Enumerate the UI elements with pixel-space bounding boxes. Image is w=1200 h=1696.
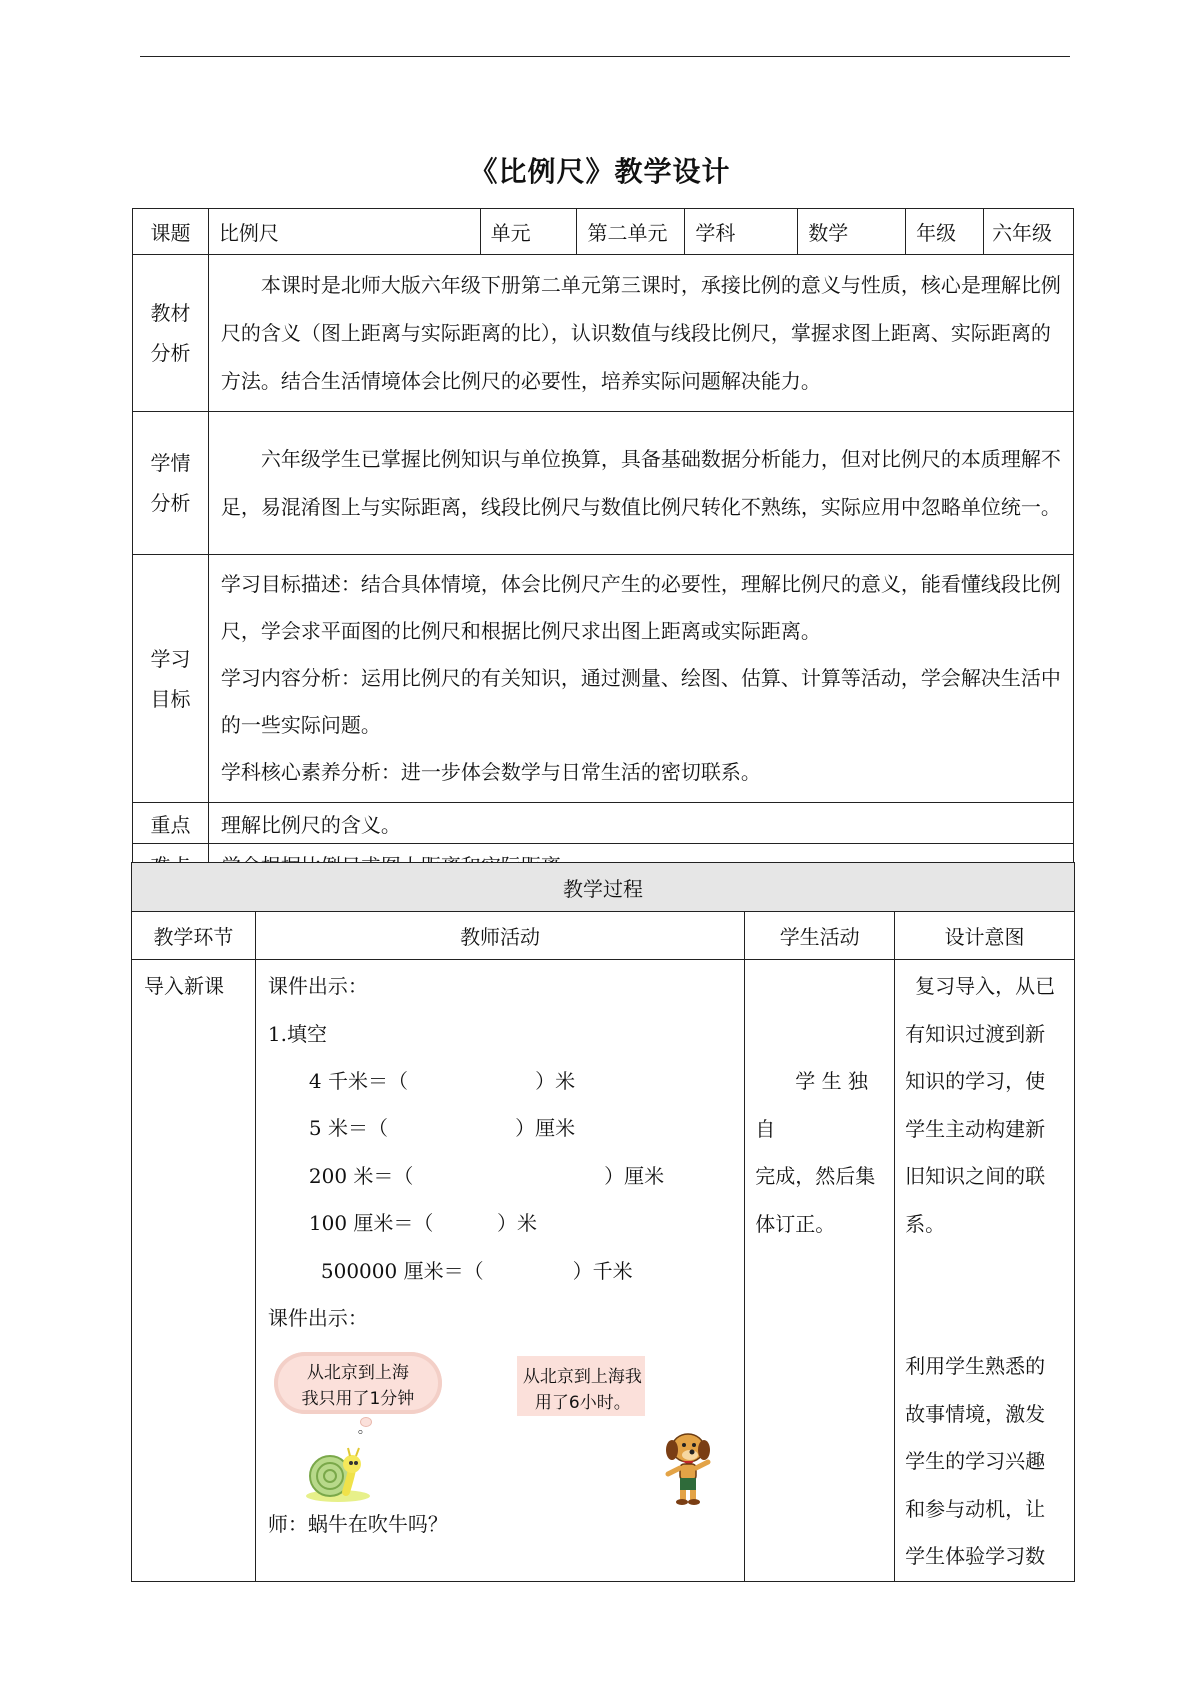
stage-intro: 导入新课 [144, 974, 224, 998]
intent-b-line5: 学生体验学习数 [905, 1544, 1046, 1568]
student-activity-line2: 完成，然后集 [755, 1164, 876, 1188]
learner-label-line1: 学情 [150, 451, 191, 475]
fill-blank-title: 1.填空 [267, 1022, 327, 1046]
col-header-stage: 教学环节 [132, 912, 256, 960]
col-header-student: 学生活动 [745, 912, 895, 960]
material-analysis-text: 本课时是北师大版六年级下册第二单元第三课时，承接比例的意义与性质，核心是理解比例尺的含义（图上距离与实际距离的比），认识数值与线段比例尺，掌握求图上距离、实际距离的方法。结合生活情境体会比例尺的必要性，培养实际问题解决能力。 [208, 255, 1073, 412]
fill-question-5: 500000 厘米＝（ ）千米 [320, 1259, 633, 1283]
stage-cell [132, 960, 256, 1582]
teacher-activity-cell [255, 960, 744, 1582]
goals-label-line2: 目标 [150, 686, 191, 711]
intent-b-line2: 故事情境，激发 [905, 1401, 1046, 1426]
dog-illustration [660, 1428, 716, 1506]
student-activity-line1: 学 生 独 自 [755, 1069, 868, 1141]
intent-a-line5: 旧知识之间的联 [905, 1164, 1046, 1188]
goals-core-literacy: 学科核心素养分析：进一步体会数学与日常生活的密切联系。 [220, 760, 761, 784]
snail-speech-line2: 我只用了1分钟 [301, 1389, 415, 1409]
material-label-line2: 分析 [150, 341, 191, 365]
learner-analysis-text: 六年级学生已掌握比例知识与单位换算，具备基础数据分析能力，但对比例尺的本质理解不足，易混淆图上与实际距离，线段比例尺与数值比例尺转化不熟练，实际应用中忽略单位统一。 [208, 412, 1073, 555]
fill-question-3: 200 米＝（ ）厘米 [308, 1164, 665, 1188]
unit-value: 第二单元 [577, 209, 685, 255]
fill-question-4: 100 厘米＝（ ）米 [308, 1211, 537, 1235]
grade-label: 年级 [906, 209, 984, 255]
snail-illustration [296, 1446, 376, 1506]
goals-label-line1: 学习 [150, 646, 191, 671]
col-header-teacher: 教师活动 [255, 912, 744, 960]
student-activity-cell [745, 960, 895, 1582]
design-intent-cell [895, 960, 1075, 1582]
intent-a-line2: 有知识过渡到新 [905, 1021, 1046, 1046]
grade-value: 六年级 [984, 209, 1074, 255]
lesson-info-table [132, 208, 1074, 885]
dog-speech-line2: 用了6小时。 [534, 1393, 631, 1413]
material-label [133, 255, 209, 412]
process-header: 教学过程 [132, 863, 1075, 912]
page-title: 《比例尺》教学设计 [469, 155, 731, 188]
intent-a-line6: 系。 [905, 1211, 946, 1236]
student-activity-line3: 体订正。 [755, 1211, 836, 1236]
teacher-question: 师：蜗牛在吹牛吗？ [267, 1512, 448, 1536]
key-point-label: 重点 [133, 803, 209, 844]
goals-label [133, 555, 209, 803]
topic-value: 比例尺 [208, 209, 480, 255]
material-label-line1: 教材 [150, 301, 191, 325]
key-point-text: 理解比例尺的含义。 [208, 803, 1073, 844]
intent-b-line1: 利用学生熟悉的 [905, 1354, 1046, 1378]
goals-content-analysis: 学习内容分析：运用比例尺的有关知识，通过测量、绘图、估算、计算等活动，学会解决生活中的一些实际问题。 [220, 666, 1061, 737]
dog-speech-line1: 从北京到上海我 [522, 1367, 642, 1387]
unit-label: 单元 [480, 209, 577, 255]
snail-speech-bubble [274, 1352, 442, 1414]
header-rule [140, 56, 1070, 57]
topic-label: 课题 [133, 209, 209, 255]
snail-speech-line1: 从北京到上海 [306, 1363, 409, 1383]
col-header-intent: 设计意图 [895, 912, 1075, 960]
snail-bubble-period: 。 [357, 1421, 372, 1437]
intent-a-line4: 学生主动构建新 [905, 1116, 1046, 1141]
intent-a-line3: 知识的学习，使 [905, 1069, 1046, 1093]
courseware-show-1: 课件出示： [267, 974, 368, 998]
teaching-process-table [131, 862, 1075, 1582]
subject-value: 数学 [798, 209, 906, 255]
fill-question-2: 5 米＝（ ）厘米 [308, 1116, 576, 1140]
intent-a-line1: 复习导入，从已 [915, 974, 1056, 998]
subject-label: 学科 [685, 209, 798, 255]
fill-question-1: 4 千米＝（ ）米 [308, 1069, 576, 1093]
intent-b-line4: 和参与动机，让 [905, 1496, 1046, 1521]
goals-description: 学习目标描述：结合具体情境，体会比例尺产生的必要性，理解比例尺的意义，能看懂线段比例尺，学会求平面图的比例尺和根据比例尺求出图上距离或实际距离。 [220, 572, 1061, 643]
courseware-show-2: 课件出示： [267, 1306, 368, 1330]
dog-speech-bubble [517, 1356, 645, 1416]
learner-label-line2: 分析 [150, 491, 191, 515]
learning-goals [208, 555, 1073, 803]
intent-b-line3: 学生的学习兴趣 [905, 1449, 1046, 1473]
learner-label [133, 412, 209, 555]
